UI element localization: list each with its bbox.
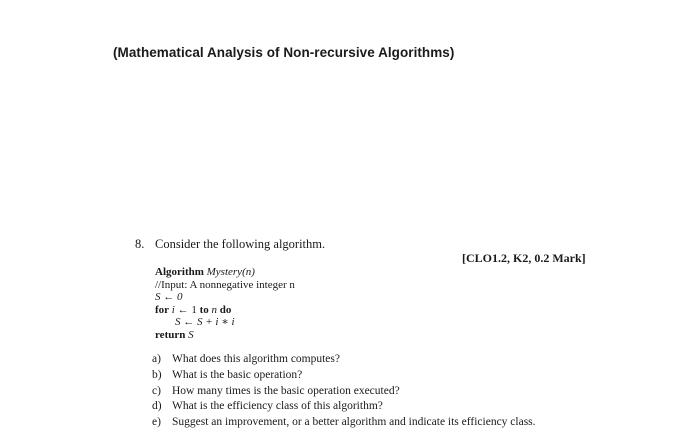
for-from: 1 xyxy=(191,303,197,316)
subquestion-label: a) xyxy=(152,353,161,365)
return-value: S xyxy=(188,328,194,341)
for-limit: n xyxy=(211,303,218,316)
section-heading: (Mathematical Analysis of Non-recursive Algorithms) xyxy=(113,45,455,60)
for-keyword: for xyxy=(155,303,170,316)
subquestion-item xyxy=(152,384,536,400)
subquestion-text: What is the efficiency class of this algorithm? xyxy=(172,400,383,413)
algorithm-return-line xyxy=(155,329,295,342)
do-keyword: do xyxy=(219,303,232,316)
subquestion-text: What does this algorithm computes? xyxy=(172,353,340,365)
question-marks: [CLO1.2, K2, 0.2 Mark] xyxy=(462,251,586,265)
question-text: Consider the following algorithm. xyxy=(155,237,326,251)
algorithm-block xyxy=(155,266,295,341)
algorithm-keyword: Algorithm xyxy=(155,266,204,278)
subquestion-label: e) xyxy=(152,416,161,429)
subquestion-text: Suggest an improvement, or a better algorithm and indicate its efficiency class. xyxy=(172,416,536,429)
to-keyword: to xyxy=(199,303,209,316)
subquestion-item xyxy=(152,352,536,368)
subquestion-text: How many times is the basic operation executed? xyxy=(172,384,400,397)
algorithm-header xyxy=(155,266,295,279)
subquestion-label: b) xyxy=(152,368,162,381)
subquestion-label: d) xyxy=(152,400,162,413)
subquestion-text: What is the basic operation? xyxy=(172,368,303,381)
for-arrow: ← xyxy=(177,303,189,316)
subquestion-item xyxy=(152,368,536,384)
algorithm-init: S ← 0 xyxy=(155,291,183,303)
subquestion-list xyxy=(152,352,536,431)
algorithm-for-line xyxy=(155,304,295,317)
subquestion-item xyxy=(152,415,536,431)
question-number: 8. xyxy=(135,237,145,251)
subquestion-item xyxy=(152,399,536,415)
algorithm-body: S ← S + i ∗ i xyxy=(175,316,235,328)
algorithm-input-comment: //Input: A nonnegative integer n xyxy=(155,278,295,291)
for-variable: i xyxy=(171,303,175,316)
return-keyword: return xyxy=(155,328,186,341)
algorithm-name: Mystery(n) xyxy=(206,266,255,278)
subquestion-label: c) xyxy=(152,384,161,397)
